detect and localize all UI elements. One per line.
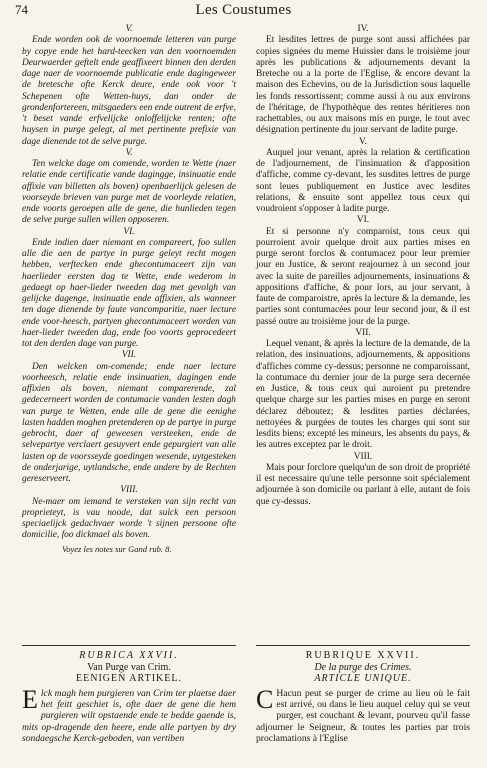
rubric-body: lck magh hem purgieren van Crim ter plaetse daer het feitt geschiet is, ofte daer de gene die hem purgieren wilt opstaende ende te bedde gaende is, mits op-dragende den heere, ende alle partyen by dry sondaegsche Kerck-geboden, van vertiben	[22, 687, 236, 745]
article-heading: EENIGEN ARTIKEL.	[76, 673, 182, 684]
article-text: Ten welcke dage om comende, worden te Wette (naer relatie ende certificatie vande dagingge, insinuatie ende affixie van billetten als boven) openbaerlijck gelesen de voorseyde brieven van purge met de voorleyde relatien, ende voorts geroepen alle de gene, die hunlieden tegen de selve purge sullen willen opposeren.	[22, 159, 236, 226]
rubric-title: De la purge des Crimes.	[314, 661, 412, 673]
section-heading: VIII.	[353, 451, 373, 462]
rubric-text	[256, 684, 470, 745]
cross-reference-note: Voyez les notes sur Gand rub. 8.	[62, 543, 172, 554]
article-text: Auquel jour venant, après la relation & certification de l'adjournement, de l'insinuation & d'apposition d'affiche, comme cy-devant, les susdites lettres de purge sont leues publiquement en Justice avec lesdites relations, & ensuite sont appellez tous ceux qui voudroient s'opposer à ladite purge.	[256, 147, 470, 214]
rubric-body: Hacun peut se purger de crime au lieu où le fait est arrivé, ou dans le lieu auquel celuy qui se veut purger, est couchant & levant, pourveu qu'il fasse adjourner le Seigneur, & toutes les parties par trois proclamations à l'Eglise	[256, 687, 470, 745]
section-heading: V.	[125, 147, 133, 158]
drop-cap: C	[256, 684, 274, 714]
drop-cap: E	[22, 684, 38, 714]
running-title: Les Coustumes	[195, 2, 292, 18]
article-text: Ne-maer om iemand te versteken van sijn recht van proprieteyt, is vau noode, dat sulck een persoon speciaelijck gedachvaer worde 't sijnen persoone ofte domicilie, foo dickmael als boven.	[22, 496, 236, 541]
section-heading: VII.	[355, 327, 371, 338]
section-heading: VI.	[356, 215, 370, 226]
section-heading: VI.	[123, 226, 135, 237]
article-text: Ende worden ook de voornoemde letteren van purge by copye ende het hard-teecken van den voornoemden Deurwaerder geftelt ende geaffixeert binnen den derden dage naer de voornoemde publicatie ende dagingeweer de bretesche ofte Kerck deure, ende ook voor 't Schepenen ofte Wetten-huys, dan onder de grondenfortereen, mitsgaeders een ende outrent de erfve, 't beset vande erfvelijcke onloffelijcke renten; ofte huysen in purge gelegt, al met pertinente prefixie van dage dienende tot de selve purge.	[22, 35, 236, 147]
article-text: Den welcken om-comende; ende naer lecture voorheesch, relatie ende insinuatien, dagingen ende affixien als boven, niemant comparerende, zal gedecerneert worden de contumacie vanden lesten dagh van purge te Wetten, ende alle de gene die eenighe lasten hadden moghen pretenderen op de partye in purge gebrocht, daer af geweesen versteeken, ende de selvepartye verclaert gesuyvert ende gepurgiert van alle lasten op de voorsseyde goedingen wesende, uytgesteken de onderjarige, uytlandsche, ende andere by de Rechten gereserveert.	[22, 361, 237, 484]
section-heading: IV.	[357, 24, 369, 34]
left-column-flemish	[22, 24, 236, 555]
rubric-title: Van Purge van Crim.	[87, 661, 171, 673]
section-heading: VIII.	[120, 485, 138, 496]
article-text: Lequel venant, & après la lecture de la demande, de la relation, des insinuations, adjournements, & appositions d'affiches comme cy-dessus; personne ne comparoissant, la contumace du dernier jour de la purge sera decernée en Justice, & tous ceux qui auroient pu pretendre quelque charge sur les parties mises en purge en seront déclarez déboutez; & lesdites parties déclarées, nettoyées & purgées de toutes les charges qui sont sur lesdits biens; excepté les mineurs, les absents du pays, & les autres exceptez par le droit.	[256, 339, 470, 451]
rubric-heading: RUBRICA XXVII.	[79, 650, 179, 661]
article-heading: ARTICLE UNIQUE.	[314, 673, 412, 684]
rubric-block-flemish	[22, 650, 236, 745]
rubric-text	[22, 684, 236, 745]
right-column-french	[256, 24, 470, 508]
section-heading: V.	[125, 24, 133, 34]
article-text: Et lesdites lettres de purge sont aussi affichées par copies signées du meme Huissier dans le troisième jour après les publications & adjournements devant la Breteche ou a la porte de l'Eglise, & encore devant la maison des Echevins, ou de la Jurisdiction sous laquelle les fonds ressortissent; comme aussi à ou aux environs de l'héritage, de l'hypothèque des rentes héritieres non rachettables, ou aux maisons mis en purge, le tout avec désignation pertinente du jour servant de ladite purge.	[256, 35, 470, 136]
article-text: Et si personne n'y comparoist, tous ceux qui pourroient avoir quelque droit aux parties mises en purge seront forclos & contumacez pour leur premier jour en Justice, & seront reajournez à un second jour avec la suite de pareilles adjournements, insinuations & appositions d'affiche, & pour lors, au jour servant, à faute de comparoistre, après la lecture & la demande, les parties sont contumacées pour leur second jour, & il est passé outre au troisième jour de la purge.	[256, 226, 470, 327]
rubric-block-french	[256, 650, 470, 745]
divider-rule	[256, 645, 470, 646]
section-heading: V.	[359, 136, 367, 147]
article-text: Ende indien daer niemant en compareert, foo sullen alle die aen de partye in purge geleyt recht mogen hebben, verftecken ende ghecontumaceert zijn van haerlieder eersten dag te Wette, ende wederom in gedaegt op haer-lieder tweeden dag met gevolgh van gelijcke dagenge, insinuatie ende affixien, als wanneer ten dage dienende by faute vancomparitie, naer lecture ende voor-heesch, partyen ghecontumaceert worden van haer-lieder tweeden dag, ende foo voorts geprocedeert tot den derden dage van purge.	[22, 237, 236, 349]
article-text: Mais pour forclore quelqu'un de son droit de propriété il est necessaire qu'une telle personne soit spécialement adjournée à son domicile ou parlant à elle, autant de fois que cy-dessus.	[256, 462, 470, 507]
section-heading: VII.	[121, 350, 137, 361]
rubric-heading: RUBRIQUE XXVII.	[305, 650, 421, 661]
divider-rule	[22, 645, 236, 646]
page-number: 74	[15, 2, 28, 17]
